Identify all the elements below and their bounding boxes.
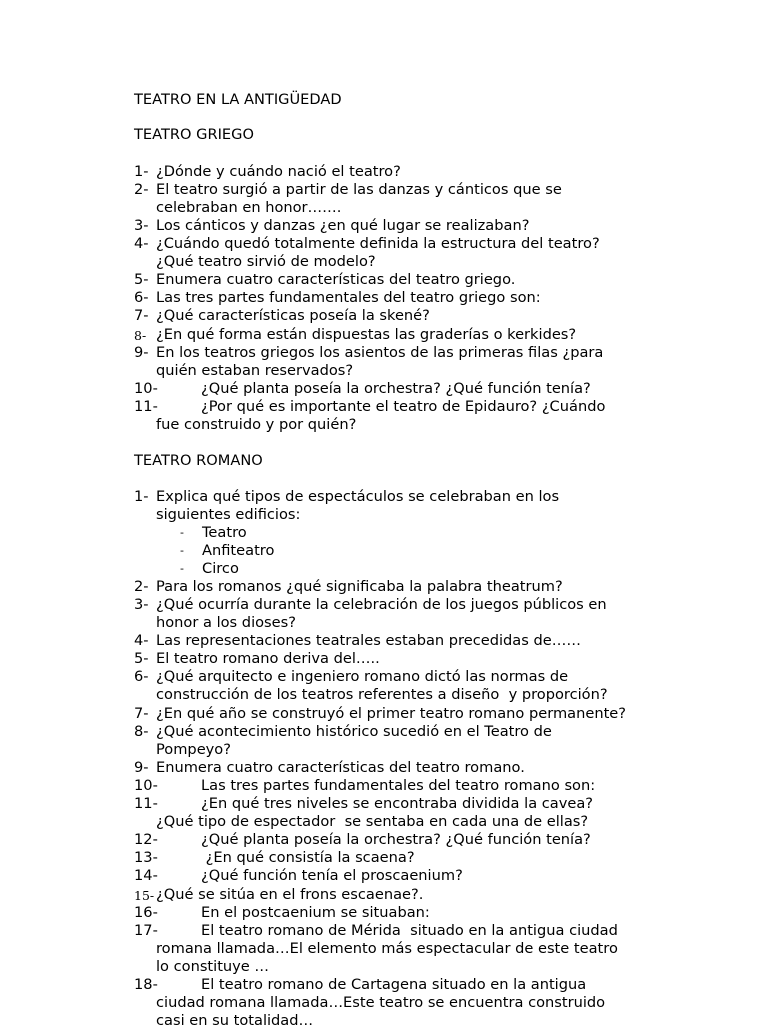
question-griego-11: 11- ¿Por qué es importante el teatro de Epidauro? ¿Cuándo fue construido y por quién? [134, 398, 606, 434]
question-griego-1: 1- ¿Dónde y cuándo nació el teatro? [134, 163, 401, 180]
section-heading-romano: TEATRO ROMANO [134, 452, 263, 469]
question-griego-6: 6- Las tres partes fundamentales del teatro griego son: [134, 289, 541, 306]
question-romano-12: 12- ¿Qué planta poseía la orchestra? ¿Qué función tenía? [134, 831, 591, 848]
question-griego-5: 5- Enumera cuatro características del teatro griego. [134, 271, 516, 288]
question-romano-9: 9- Enumera cuatro características del teatro romano. [134, 759, 525, 776]
question-griego-4: 4- ¿Cuándo quedó totalmente definida la estructura del teatro? ¿Qué teatro sirvió de modelo? [134, 235, 600, 271]
question-romano-6: 6- ¿Qué arquitecto e ingeniero romano dictó las normas de construcción de los teatros referentes a diseño y proporción? [134, 668, 608, 704]
question-griego-7: 7- ¿Qué características poseía la skené? [134, 307, 430, 324]
document-title: TEATRO EN LA ANTIGÜEDAD [134, 91, 342, 108]
question-griego-3: 3- Los cánticos y danzas ¿en qué lugar se realizaban? [134, 217, 530, 234]
question-romano-8: 8- ¿Qué acontecimiento histórico sucedió en el Teatro de Pompeyo? [134, 723, 552, 759]
question-romano-16: 16- En el postcaenium se situaban: [134, 904, 430, 921]
question-romano-15: 15- ¿Qué se sitúa en el frons escaenae?. [134, 886, 424, 903]
question-romano-18: 18- El teatro romano de Cartagena situado en la antigua ciudad romana llamada…Este teatro se encuentra construido casi en su totalidad… [134, 976, 606, 1030]
question-griego-10: 10- ¿Qué planta poseía la orchestra? ¿Qué función tenía? [134, 380, 591, 397]
question-romano-11: 11- ¿En qué tres niveles se encontraba dividida la cavea? ¿Qué tipo de espectador se sentaba en cada una de ellas? [134, 795, 594, 831]
question-griego-9: 9- En los teatros griegos los asientos de las primeras filas ¿para quién estaban reservados? [134, 344, 604, 380]
question-romano-5: 5- El teatro romano deriva del….. [134, 650, 380, 667]
section-heading-griego: TEATRO GRIEGO [134, 126, 254, 143]
question-romano-4: 4- Las representaciones teatrales estaban precedidas de…… [134, 632, 581, 649]
question-romano-2: 2- Para los romanos ¿qué significaba la palabra theatrum? [134, 578, 563, 595]
question-romano-3: 3- ¿Qué ocurría durante la celebración de los juegos públicos en honor a los dioses? [134, 596, 607, 632]
question-romano-13: 13- ¿En qué consistía la scaena? [134, 849, 415, 866]
question-romano-7: 7- ¿En qué año se construyó el primer teatro romano permanente? [134, 705, 627, 722]
subitem-anfiteatro: - Anfiteatro [180, 542, 275, 559]
question-romano-1: 1- Explica qué tipos de espectáculos se celebraban en los siguientes edificios: [134, 488, 560, 524]
subitem-teatro: - Teatro [180, 524, 247, 541]
question-griego-2: 2- El teatro surgió a partir de las danzas y cánticos que se celebraban en honor……. [134, 181, 562, 217]
subitem-circo: - Circo [180, 560, 239, 577]
question-griego-8: 8- ¿En qué forma están dispuestas las graderías o kerkides? [134, 326, 577, 343]
question-romano-17: 17- El teatro romano de Mérida situado en la antigua ciudad romana llamada…El elemento más espectacular de este teatro lo constituye … [134, 922, 618, 976]
question-romano-10: 10- Las tres partes fundamentales del teatro romano son: [134, 777, 596, 794]
question-romano-14: 14- ¿Qué función tenía el proscaenium? [134, 867, 463, 884]
